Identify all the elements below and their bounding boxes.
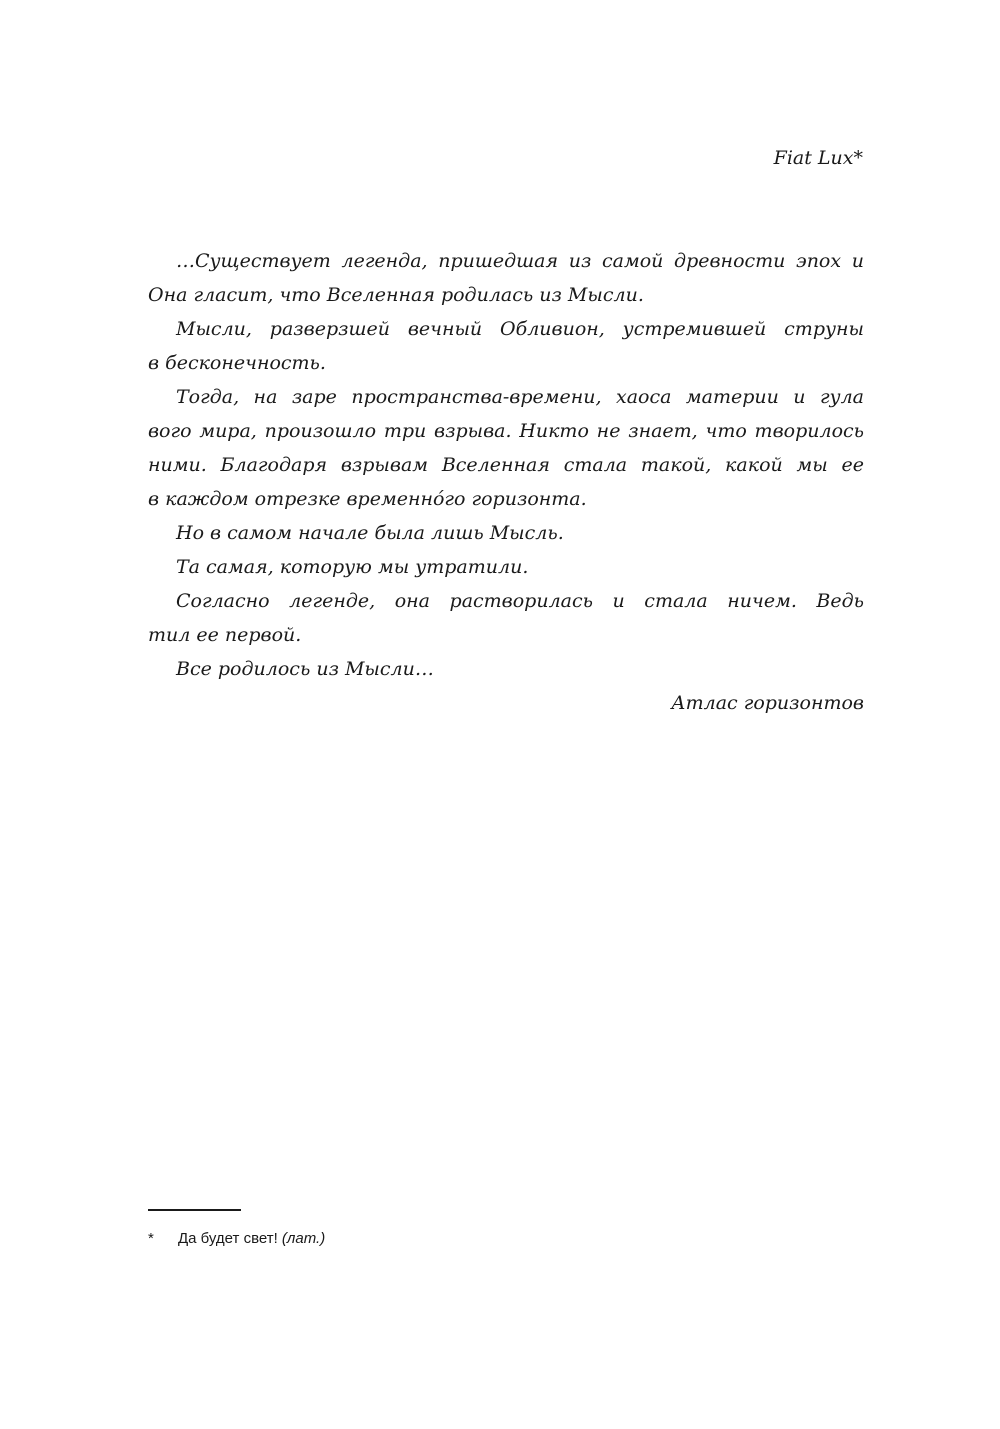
text-line: в каждом отрезке временнóго горизонта. <box>148 488 587 510</box>
footnote-text: Да будет свет! <box>178 1230 282 1247</box>
footnote <box>148 1229 325 1249</box>
text-line: Она гласит, что Вселенная родилась из Мысли. <box>148 284 644 306</box>
text-line: в бесконечность. <box>148 352 326 374</box>
epigraph-title: Fiat Lux* <box>773 147 863 169</box>
text-line: Согласно легенде, она растворилась и стала ничем. Ведь <box>176 590 864 612</box>
attribution: Атлас горизонтов <box>671 692 864 714</box>
text-line: …Существует легенда, пришедшая из самой древности эпох и <box>176 250 864 272</box>
text-line: тил ее первой. <box>148 624 302 646</box>
text-line: Тогда, на заре пространства-времени, хаоса материи и гула <box>176 386 864 408</box>
text-line: Мысли, разверзшей вечный Обливион, устремившей струны <box>176 318 864 340</box>
text-line: вого мира, произошло три взрыва. Никто не знает, что творилось <box>148 420 864 442</box>
text-line: ними. Благодаря взрывам Вселенная стала такой, какой мы ее <box>148 454 864 476</box>
text-line: Та самая, которую мы утратили. <box>176 556 529 578</box>
footnote-language-note: (лат.) <box>281 1230 326 1247</box>
prologue-text <box>148 244 864 720</box>
text-line: Но в самом начале была лишь Мысль. <box>176 522 564 544</box>
text-line: Все родилось из Мысли… <box>176 658 434 680</box>
footnote-marker: * <box>148 1230 154 1247</box>
footnote-divider <box>148 1209 241 1211</box>
